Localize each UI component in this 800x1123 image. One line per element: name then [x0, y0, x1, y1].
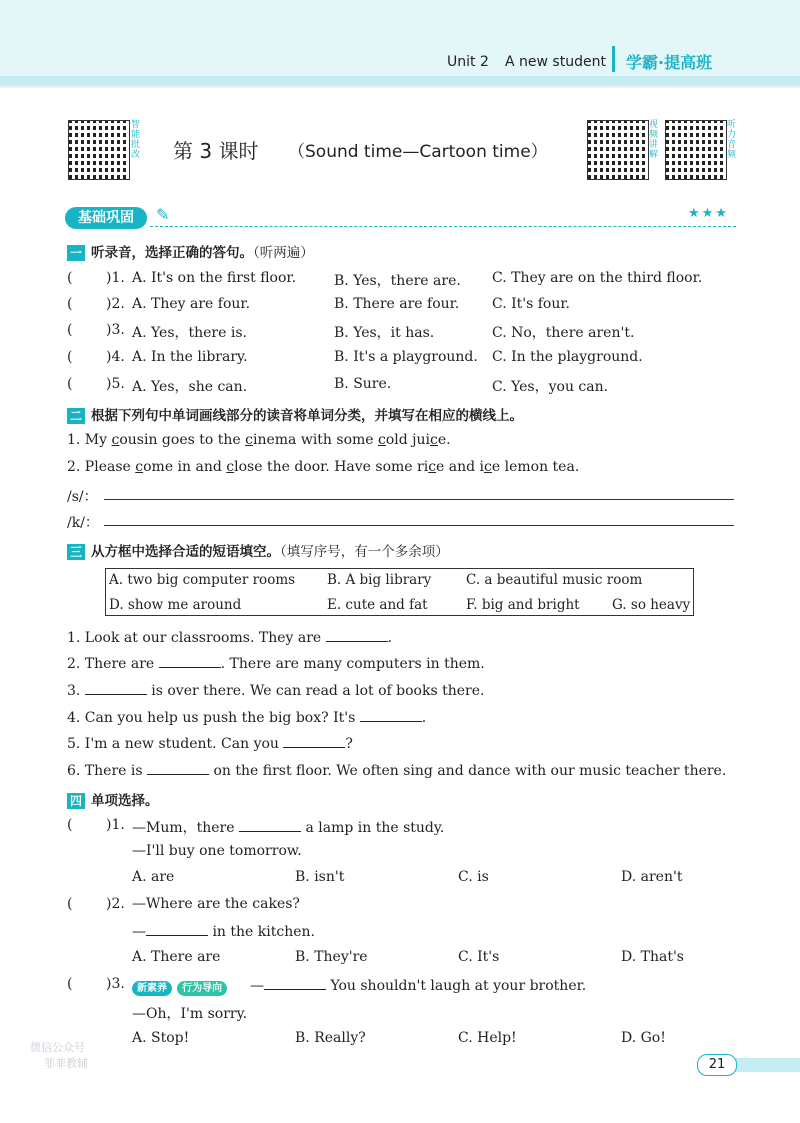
page-number: 21 [697, 1054, 737, 1076]
option-b: B. Yes，there are. [334, 273, 461, 289]
pencil-icon: ✎ [156, 205, 170, 224]
q4-number: 四 [67, 793, 85, 809]
section-tag: 基础巩固 [65, 207, 147, 229]
qr-label-video: 视频讲解 [649, 120, 659, 160]
label-k-sound: /k/： [67, 515, 99, 531]
answer-blank[interactable] [146, 922, 208, 936]
option-a: A. Yes，she can. [132, 379, 248, 395]
option-a: A. Yes，there is. [132, 325, 247, 341]
q3-sentence-3: 3. is over there. We can read a lot of books there. [67, 683, 485, 699]
unit-title: A new student [505, 54, 606, 70]
pencil-icon [612, 46, 615, 72]
phrase-a: A. two big computer rooms [109, 572, 296, 588]
item-number: )5. [106, 376, 125, 392]
option-c: C. Yes，you can. [492, 379, 609, 395]
answer-paren[interactable]: ( [67, 376, 73, 392]
option-c: C. No，there aren't. [492, 325, 635, 341]
answer-paren[interactable]: ( [67, 817, 73, 833]
option-d: D. That's [621, 949, 684, 965]
option-d: D. aren't [621, 869, 683, 885]
label-s-sound: /s/： [67, 489, 98, 505]
option-c: C. It's four. [492, 296, 570, 312]
lesson-title: 第 3 课时 [173, 139, 259, 163]
option-a: A. There are [132, 949, 221, 965]
answer-blank[interactable] [326, 628, 388, 642]
q1-heading [67, 241, 314, 261]
option-a: A. are [132, 869, 175, 885]
option-b: B. Yes，it has. [334, 325, 435, 341]
option-a: A. They are four. [132, 296, 251, 312]
q4-1-question: —Mum，there a lamp in the study. [132, 820, 445, 836]
answer-blank[interactable] [283, 734, 345, 748]
difficulty-stars: ★★★ [688, 206, 729, 221]
item-number: )1. [106, 817, 125, 833]
answer-blank[interactable] [239, 818, 301, 832]
phrase-d: D. show me around [109, 597, 242, 613]
brand-logo: 学霸·提高班 [626, 53, 713, 72]
q3-instruction: 从方框中选择合适的短语填空。 [91, 544, 280, 560]
option-c: C. Help! [458, 1030, 517, 1046]
item-number: )4. [106, 349, 125, 365]
option-c: C. It's [458, 949, 500, 965]
option-b: B. isn't [295, 869, 345, 885]
qr-label-grading: 智能批改 [131, 120, 141, 160]
option-a: A. Stop! [132, 1030, 190, 1046]
answer-blank[interactable] [159, 654, 221, 668]
option-c: C. is [458, 869, 489, 885]
tag-behavior: 行为导向 [177, 981, 227, 996]
answer-blank[interactable] [147, 761, 209, 775]
q4-heading [67, 789, 159, 809]
q4-1-response: —I'll buy one tomorrow. [132, 843, 302, 859]
answer-blank[interactable] [85, 681, 147, 695]
answer-paren[interactable]: ( [67, 296, 73, 312]
item-number: )3. [106, 976, 125, 992]
option-b: B. They're [295, 949, 368, 965]
watermark: 微信公众号 菲菲教辅 [30, 1041, 88, 1070]
option-a: A. It's on the first floor. [132, 270, 297, 286]
option-c: C. They are on the third floor. [492, 270, 703, 286]
option-a: A. In the library. [132, 349, 248, 365]
q3-sentence-1: 1. Look at our classrooms. They are . [67, 630, 393, 646]
option-b: B. Sure. [334, 376, 392, 392]
q4-3-question: — You shouldn't laugh at your brother. [250, 978, 587, 994]
lesson-subtitle: （Sound time—Cartoon time） [288, 142, 548, 162]
answer-blank[interactable] [360, 708, 422, 722]
q4-3-response: —Oh，I'm sorry. [132, 1006, 248, 1022]
s-sound-answer-line[interactable] [104, 499, 734, 500]
answer-paren[interactable]: ( [67, 896, 73, 912]
phrase-f: F. big and bright [466, 597, 580, 613]
answer-paren[interactable]: ( [67, 976, 73, 992]
answer-paren[interactable]: ( [67, 322, 73, 338]
phrase-e: E. cute and fat [327, 597, 428, 613]
q2-sentence-2: 2. Please come in and close the door. Have some rice and ice lemon tea. [67, 459, 580, 475]
qr-code-icon [665, 120, 727, 180]
q4-instruction: 单项选择。 [91, 793, 159, 809]
q2-sentence-1: 1. My cousin goes to the cinema with some cold juice. [67, 432, 451, 448]
q4-3-tags [132, 976, 227, 996]
item-number: )2. [106, 296, 125, 312]
unit-label: Unit 2 [447, 54, 489, 70]
q3-sentence-2: 2. There are . There are many computers in them. [67, 656, 485, 672]
answer-blank[interactable] [264, 976, 326, 990]
option-c: C. In the playground. [492, 349, 643, 365]
phrase-c: C. a beautiful music room [466, 572, 643, 588]
q4-2-response: — in the kitchen. [132, 924, 315, 940]
q1-note: （听两遍） [253, 245, 314, 261]
page-header [0, 0, 800, 88]
qr-label-audio: 听力音频 [727, 120, 737, 160]
q2-heading [67, 404, 523, 424]
header-band [0, 76, 800, 86]
phrase-b: B. A big library [327, 572, 432, 588]
qr-code-icon [68, 120, 130, 180]
q3-number: 三 [67, 544, 85, 560]
q2-number: 二 [67, 408, 85, 424]
q3-heading [67, 540, 449, 560]
section-divider [150, 226, 736, 227]
q3-sentence-6: 6. There is on the first floor. We often sing and dance with our music teacher there. [67, 763, 727, 779]
tag-new-literacy: 新素养 [132, 981, 172, 996]
k-sound-answer-line[interactable] [104, 525, 734, 526]
option-b: B. There are four. [334, 296, 460, 312]
q2-instruction: 根据下列句中单词画线部分的读音将单词分类，并填写在相应的横线上。 [91, 408, 523, 424]
q3-sentence-4: 4. Can you help us push the big box? It's . [67, 710, 427, 726]
q3-sentence-5: 5. I'm a new student. Can you ? [67, 736, 353, 752]
q1-number: 一 [67, 245, 85, 261]
item-number: )2. [106, 896, 125, 912]
phrase-g: G. so heavy [612, 597, 691, 613]
q4-2-question: —Where are the cakes? [132, 896, 300, 912]
q1-instruction: 听录音，选择正确的答句。 [91, 245, 253, 261]
option-b: B. It's a playground. [334, 349, 478, 365]
option-b: B. Really? [295, 1030, 366, 1046]
item-number: )3. [106, 322, 125, 338]
qr-code-icon [587, 120, 649, 180]
answer-paren[interactable]: ( [67, 270, 73, 286]
option-d: D. Go! [621, 1030, 666, 1046]
q3-note: （填写序号，有一个多余项） [280, 544, 449, 560]
answer-paren[interactable]: ( [67, 349, 73, 365]
item-number: )1. [106, 270, 125, 286]
